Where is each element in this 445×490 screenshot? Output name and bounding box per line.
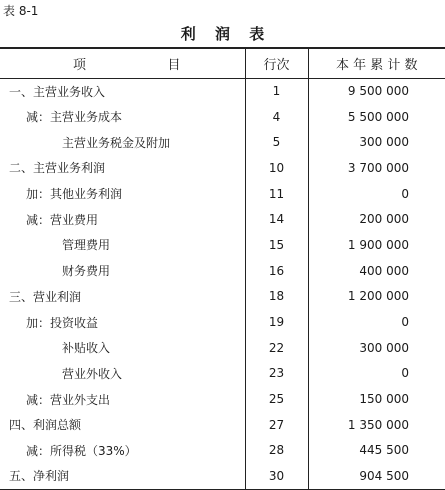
row-item: 三、营业利润: [9, 289, 82, 304]
row-item: 四、利润总额: [9, 418, 82, 433]
row-item: 补贴收入: [62, 341, 111, 356]
row-item: 减：所得税（33%）: [26, 443, 137, 458]
row-line-no: 4: [245, 104, 308, 130]
header-item-char: 项: [73, 57, 87, 73]
row-item: 减：营业费用: [26, 212, 99, 227]
row-line-no: 22: [245, 335, 308, 361]
row-amount: 300 000: [308, 129, 445, 155]
header-amount: 本 年 累 计 数: [308, 48, 445, 78]
page-title: [0, 23, 445, 44]
row-line-no: 28: [245, 438, 308, 464]
row-amount: 0: [308, 181, 445, 207]
row-line-no: 25: [245, 386, 308, 412]
table-row: [0, 309, 445, 335]
row-item: 管理费用: [62, 238, 111, 253]
table-row: [0, 438, 445, 464]
row-item: 一、主营业务收入: [9, 84, 106, 99]
header-line-no: 行次: [245, 48, 308, 78]
row-amount: 0: [308, 309, 445, 335]
row-line-no: 30: [245, 463, 308, 489]
row-line-no: 1: [245, 78, 308, 104]
table-row: [0, 104, 445, 130]
row-amount: 400 000: [308, 258, 445, 284]
row-amount: 9 500 000: [308, 78, 445, 104]
row-amount: 150 000: [308, 386, 445, 412]
row-line-no: 16: [245, 258, 308, 284]
table-row: [0, 181, 445, 207]
row-amount: 445 500: [308, 438, 445, 464]
table-row: [0, 335, 445, 361]
page-title-char: 润: [214, 25, 230, 43]
row-amount: 1 900 000: [308, 232, 445, 258]
table-row: [0, 463, 445, 489]
table-number: 表 8-1: [3, 4, 39, 18]
table-row: [0, 258, 445, 284]
row-item: 加：其他业务利润: [26, 187, 123, 202]
row-line-no: 15: [245, 232, 308, 258]
table-row: [0, 386, 445, 412]
row-amount: 904 500: [308, 463, 445, 489]
table-row: [0, 284, 445, 310]
table-row: [0, 361, 445, 387]
table-row: [0, 412, 445, 438]
page-title-char: 利: [180, 25, 196, 43]
row-amount: 200 000: [308, 206, 445, 232]
row-line-no: 5: [245, 129, 308, 155]
table-row: [0, 155, 445, 181]
table-row: [0, 129, 445, 155]
row-item: 减：营业外支出: [26, 392, 111, 407]
row-line-no: 27: [245, 412, 308, 438]
row-item: 加：投资收益: [26, 315, 99, 330]
table-row: [0, 232, 445, 258]
row-line-no: 14: [245, 206, 308, 232]
page-title-char: 表: [249, 25, 265, 43]
row-amount: 0: [308, 361, 445, 387]
row-amount: 1 350 000: [308, 412, 445, 438]
row-item: 营业外收入: [62, 366, 123, 381]
table-row: [0, 206, 445, 232]
row-amount: 1 200 000: [308, 284, 445, 310]
row-amount: 5 500 000: [308, 104, 445, 130]
header-item: [0, 48, 245, 78]
table-row: [0, 78, 445, 104]
row-amount: 3 700 000: [308, 155, 445, 181]
row-line-no: 18: [245, 284, 308, 310]
table-body: [0, 78, 445, 489]
row-line-no: 10: [245, 155, 308, 181]
row-line-no: 19: [245, 309, 308, 335]
row-line-no: 11: [245, 181, 308, 207]
row-line-no: 23: [245, 361, 308, 387]
row-item: 财务费用: [62, 264, 111, 279]
table-header-row: [0, 48, 445, 78]
row-item: 减：主营业务成本: [26, 110, 123, 125]
row-amount: 300 000: [308, 335, 445, 361]
row-item: 二、主营业务利润: [9, 161, 106, 176]
row-item: 主营业务税金及附加: [62, 135, 171, 150]
row-item: 五、净利润: [0, 463, 245, 489]
income-statement-table: [0, 47, 445, 490]
header-item-char: 目: [167, 57, 181, 73]
